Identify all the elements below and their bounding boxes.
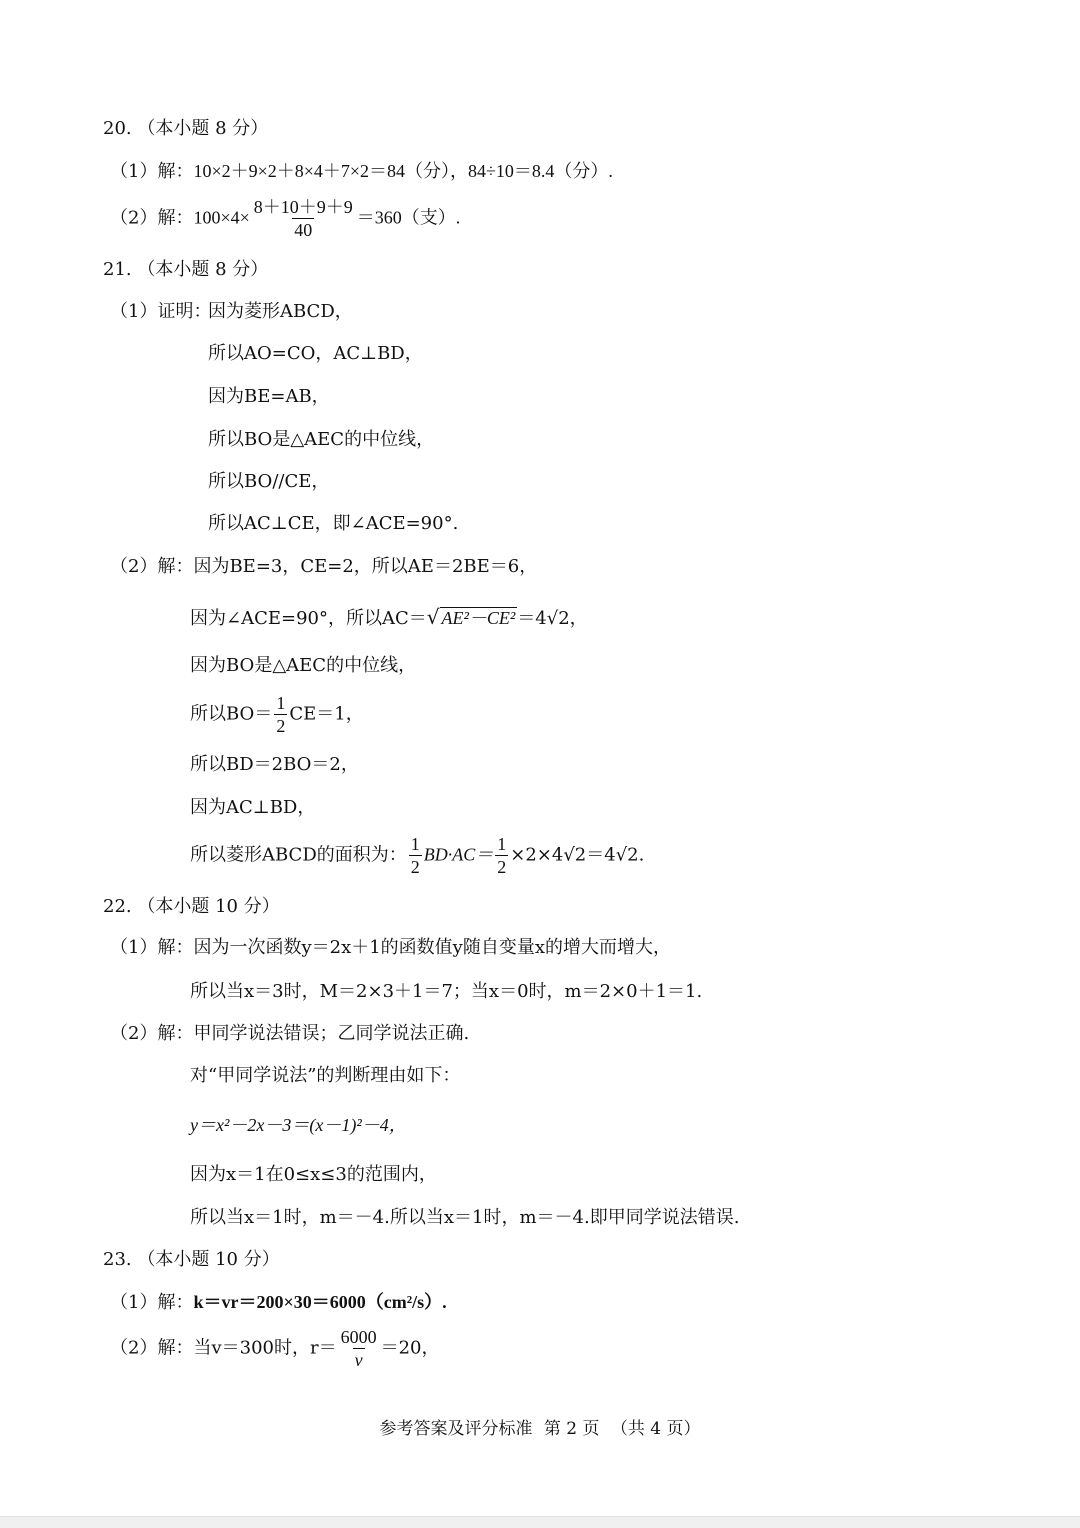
q22-part2-line3: y＝x²－2x－3＝(x－1)²－4， xyxy=(190,1115,407,1135)
q21-part2-line7 xyxy=(190,833,644,878)
q22-header: 22. （本小题 10 分） xyxy=(103,896,280,917)
q21-part2 xyxy=(110,555,537,579)
q21-part2-line1: 因为BE=3，CE=2，所以AE＝2BE＝6， xyxy=(193,556,538,577)
q21-proof-line: 因为BE=AB， xyxy=(208,386,330,407)
q20-part2-label: （2）解： xyxy=(110,207,194,229)
q21-part2-line2 xyxy=(190,605,588,631)
q22-part1-label: （1）解： xyxy=(110,937,194,958)
q21-line4-num: 1 xyxy=(276,693,286,713)
q21-proof-line: 所以AC⊥CE，即∠ACE=90°. xyxy=(208,513,459,534)
q20-header: 20. （本小题 8 分） xyxy=(103,118,269,139)
page-bottom-edge xyxy=(0,1516,1080,1528)
footer-title: 参考答案及评分标准 xyxy=(379,1419,533,1439)
q20-fraction xyxy=(252,196,355,241)
q23-fraction-den: v xyxy=(354,1350,363,1370)
q20-part1-label: （1）解： xyxy=(110,161,194,182)
q21-line4-post: CE＝1， xyxy=(289,703,364,725)
q23-part2 xyxy=(110,1326,440,1371)
q20-part1-expr: 10×2＋9×2＋8×4＋7×2＝84（分），84÷10＝8.4（分）. xyxy=(193,161,613,181)
q23-fraction-num: 6000 xyxy=(340,1327,377,1347)
q21-line7-pre: 所以菱形ABCD的面积为： xyxy=(190,844,407,866)
q20-fraction-num: 8＋10＋9＋9 xyxy=(253,197,353,217)
q21-part2-line3: 因为BO是△AEC的中位线， xyxy=(190,655,417,676)
q21-part1-label: （1）证明： xyxy=(110,301,212,322)
q21-part2-line4 xyxy=(190,692,364,737)
q21-line2-post: ＝4√2， xyxy=(517,608,588,629)
page-footer xyxy=(0,1414,1080,1439)
q22-part2-line2: 对“甲同学说法”的判断理由如下： xyxy=(190,1065,461,1086)
q21-line7-den-a: 2 xyxy=(410,857,420,877)
q21-line7-mid: BD·AC＝ xyxy=(423,844,494,865)
q22-part2-line4: 因为x＝1在0≤x≤3的范围内， xyxy=(190,1164,437,1185)
footer-page-total: （共 4 页） xyxy=(610,1419,701,1439)
q21-proof-line: 因为菱形ABCD， xyxy=(208,301,353,322)
q21-part2-line5: 所以BD＝2BO＝2， xyxy=(190,754,359,775)
q20-part2-pre: 100×4× xyxy=(193,207,250,228)
footer-page-number: 第 2 页 xyxy=(543,1419,600,1439)
q21-line7-fraction-b xyxy=(495,833,508,878)
q21-line7-post: ×2×4√2＝4√2. xyxy=(510,844,645,866)
q21-line4-den: 2 xyxy=(276,716,286,736)
q21-line7-num-a: 1 xyxy=(410,834,420,854)
q22-part2-label: （2）解： xyxy=(110,1023,194,1044)
q22-part1-line1: 因为一次函数y＝2x＋1的函数值y随自变量x的增大而增大， xyxy=(193,937,671,958)
q21-line7-den-b: 2 xyxy=(497,857,507,877)
q21-line2-radicand: AE²－CE² xyxy=(441,608,516,628)
q21-line2-pre: 因为∠ACE=90°，所以AC＝ xyxy=(190,608,427,629)
q23-part2-post: ＝20， xyxy=(380,1337,440,1359)
q23-header: 23. （本小题 10 分） xyxy=(103,1249,280,1270)
q20-part2 xyxy=(110,196,460,241)
q23-part1-label: （1）解： xyxy=(110,1292,194,1313)
q21-part2-label: （2）解： xyxy=(110,556,194,577)
q22-part1 xyxy=(110,936,671,960)
q23-part1-line: k＝vr＝200×30＝6000（cm²/s）. xyxy=(193,1292,447,1312)
q21-line4-fraction xyxy=(274,692,287,737)
q21-proof-line: 所以AO=CO，AC⊥BD， xyxy=(208,343,423,364)
q23-part2-pre: 当v＝300时，r＝ xyxy=(193,1337,337,1359)
q20-part1 xyxy=(110,159,613,184)
q20-fraction-den: 40 xyxy=(294,220,313,240)
q22-part2-line1: 甲同学说法错误；乙同学说法正确. xyxy=(193,1023,470,1044)
q23-part2-label: （2）解： xyxy=(110,1337,194,1359)
q21-proof-line: 所以BO是△AEC的中位线， xyxy=(208,429,435,450)
q23-part1 xyxy=(110,1290,447,1315)
q20-part2-post: ＝360（支）. xyxy=(356,207,461,228)
sqrt-icon: √ xyxy=(426,605,440,629)
q23-fraction xyxy=(339,1326,379,1371)
q21-line7-fraction-a xyxy=(409,833,422,878)
q22-part2-line5: 所以当x＝1时，m＝－4.所以当x＝1时，m＝－4.即甲同学说法错误. xyxy=(190,1207,740,1228)
q21-part2-line6: 因为AC⊥BD， xyxy=(190,797,316,818)
q21-proof-line: 所以BO//CE， xyxy=(208,471,330,492)
q21-line4-pre: 所以BO＝ xyxy=(190,703,273,725)
q22-part1-line2: 所以当x＝3时，M＝2×3＋1＝7；当x＝0时，m＝2×0＋1＝1. xyxy=(190,981,703,1002)
q21-header: 21. （本小题 8 分） xyxy=(103,259,269,280)
q22-part2 xyxy=(110,1022,469,1046)
q21-line7-num-b: 1 xyxy=(497,834,507,854)
